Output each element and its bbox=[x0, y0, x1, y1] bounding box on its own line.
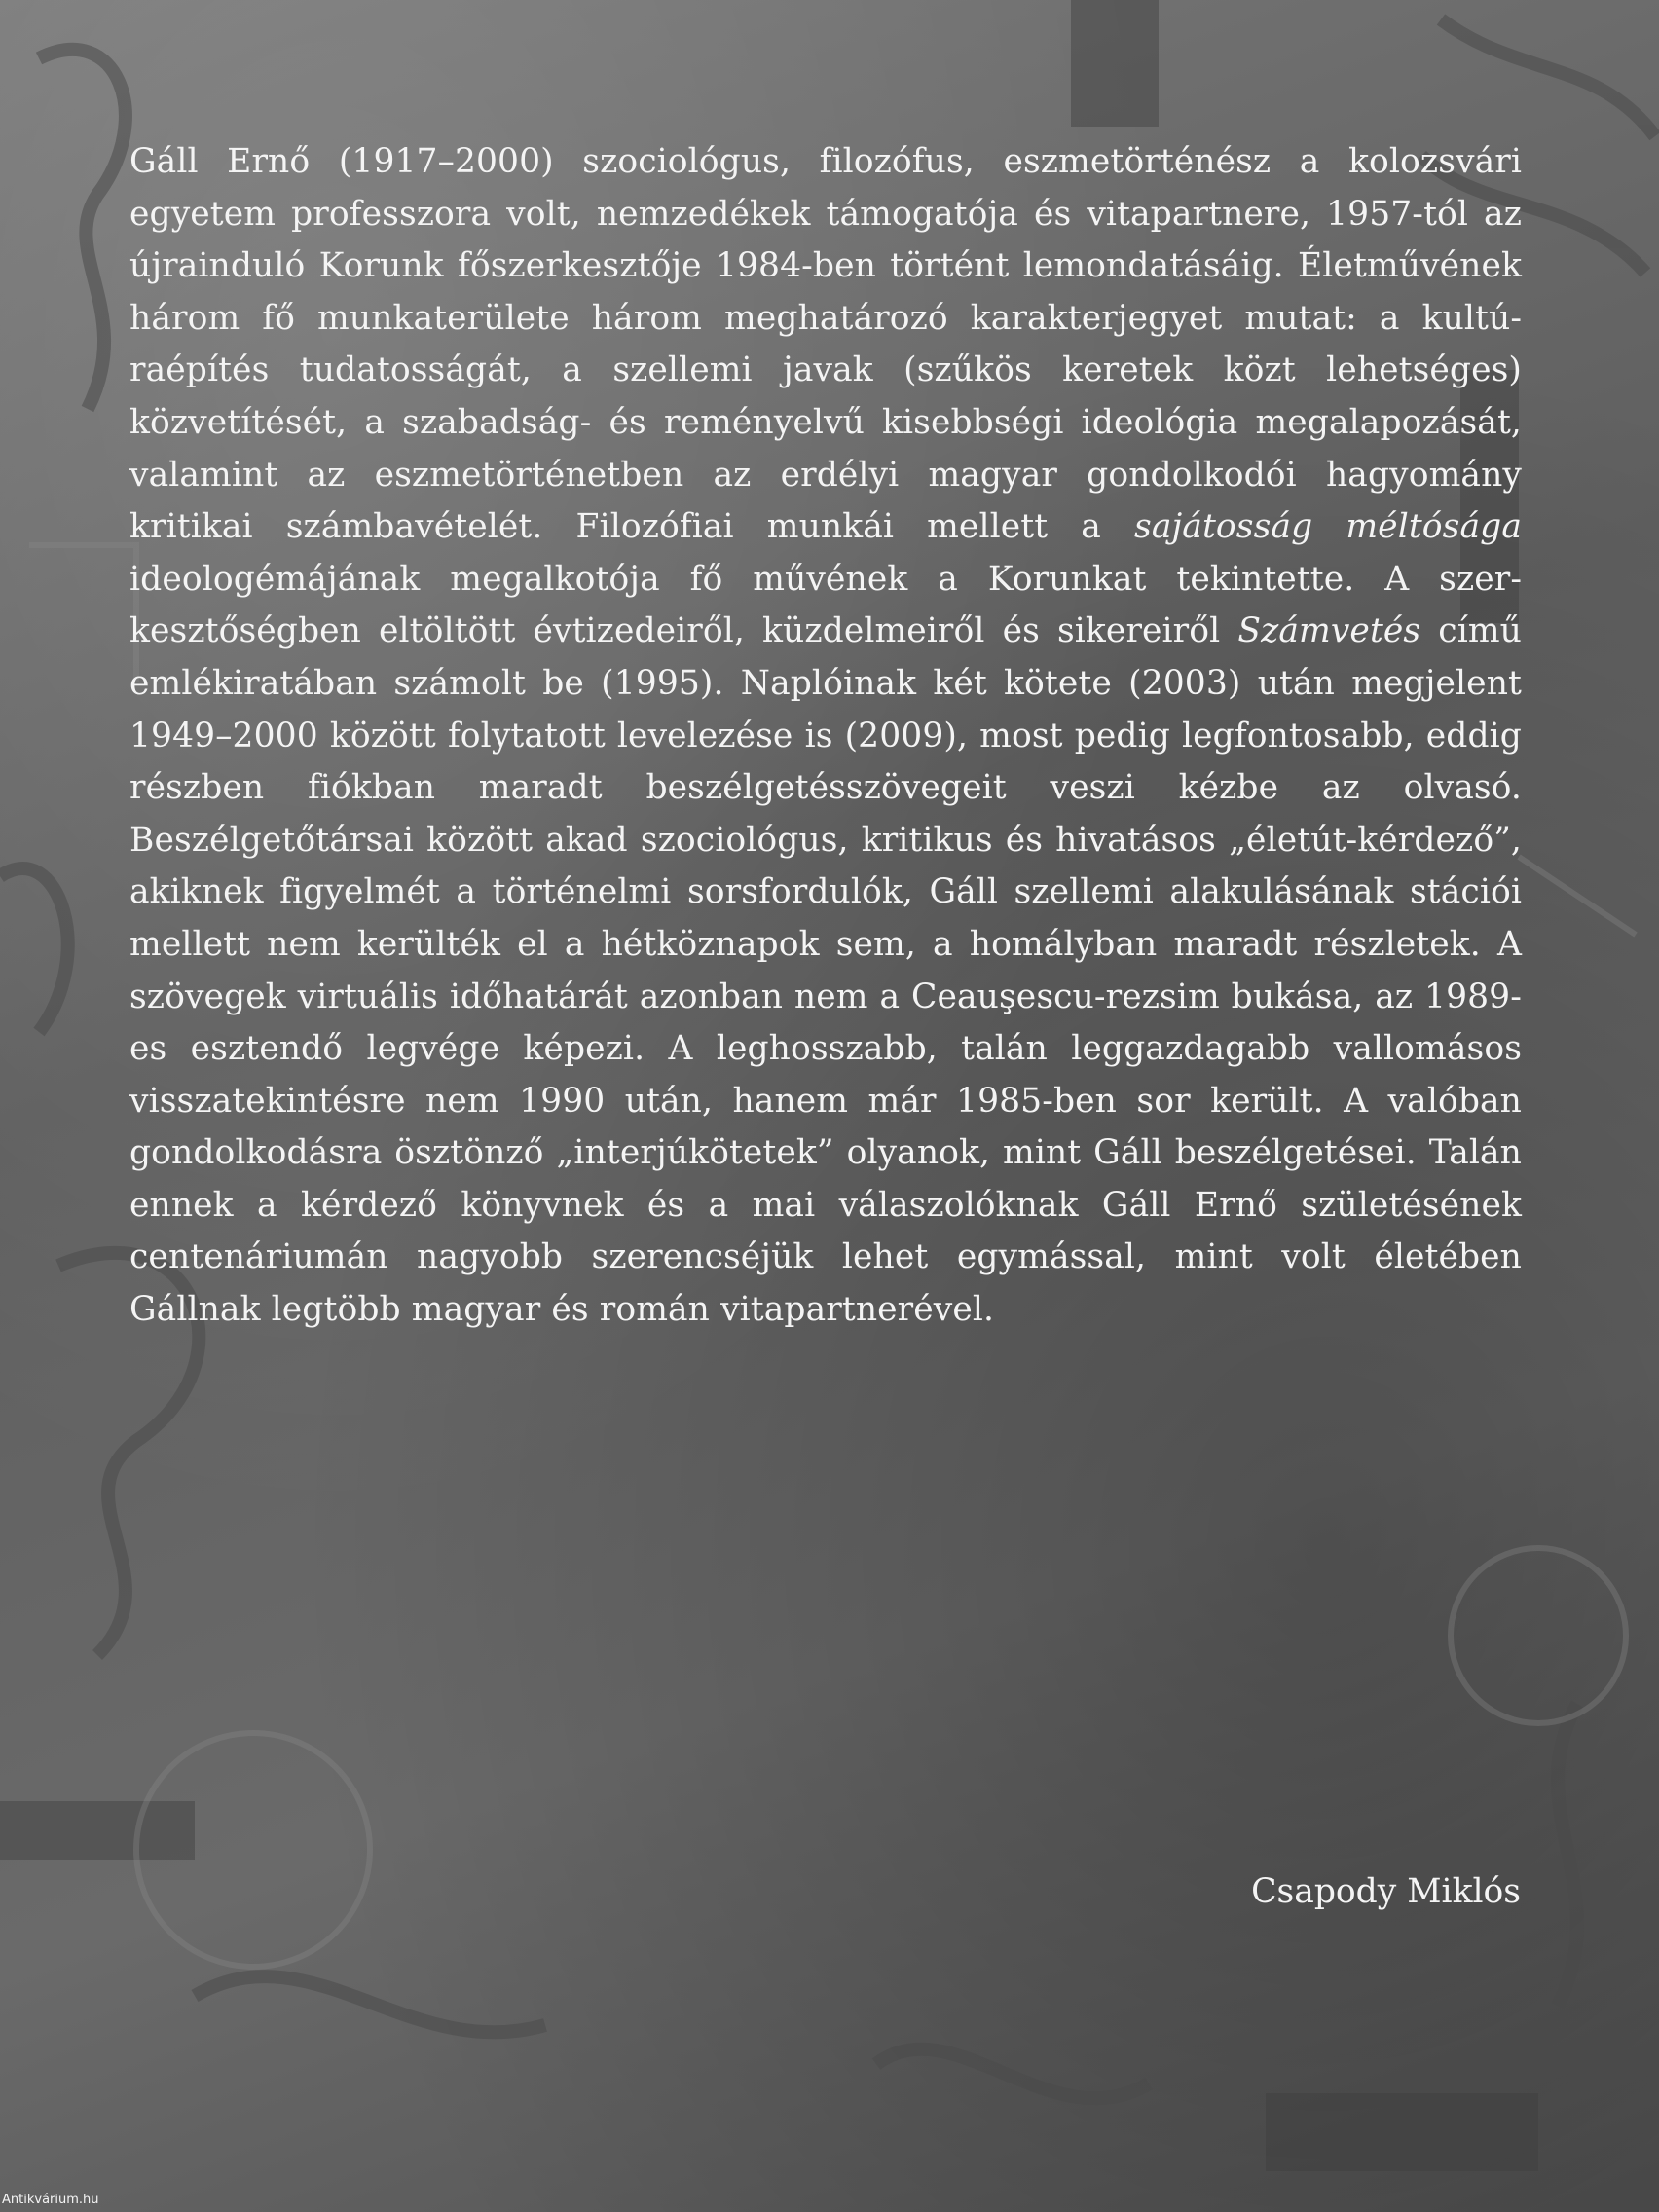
watermark-text: Antikvárium.hu bbox=[2, 2193, 99, 2207]
blurb-text-segment: ideologémájának megalkotója fő művének a Korunkat tekintette. A szerkesztőségben eltöltött évtizedeiről, küzdelmeiről és sikereiről bbox=[129, 559, 1522, 651]
blurb-text bbox=[129, 136, 1522, 1337]
blurb-text-segment: Gáll Ernő (1917–2000) szociológus, filozófus, eszmetörténész a kolozsvári egyetem professzora volt, nemzedékek támogatója és vitapartnere, 1957-tól az újrainduló Korunk főszerkesztője 1984-ben történt lemondatásáig. Életművének három fő munkaterülete három meghatározó karakterjegyet mutat: a kultúraépítés tudatosságát, a szellemi javak (szűkös keretek közt lehetséges) közvetítését, a szabadság- és reményelvű kisebbségi ideológia megalapozását, valamint az eszmetörténetben az erdélyi magyar gondolkodói hagyomány kritikai számbavételét. Filozófiai munkái mellett a bbox=[129, 142, 1522, 547]
author-signature: Csapody Miklós bbox=[1251, 1872, 1521, 1911]
blurb-italic-title: Számvetés bbox=[1237, 611, 1421, 651]
blurb-text-segment: című emlékiratában számolt be (1995). Naplóinak két kötete (2003) után megjelent 1949–2000 között folytatott levelezése is (2009), most pedig legfontosabb, eddig részben fiókban maradt beszélgetésszövegeit veszi kézbe az olvasó. Beszélgetőtársai között akad szociológus, kritikus és hivatásos „életút-kérdező”, akiknek figyelmét a történelmi sorsfordulók, Gáll szellemi alakulásának stációi mellett nem kerülték el a hétköznapok sem, a homályban maradt részletek. A szövegek virtuális időhatárát azonban nem a Ceauşescu-rezsim bukása, az 1989-es esztendő legvége képezi. A leghosszabb, talán leggazdagabb vallomásos visszatekintésre nem 1990 után, hanem már 1985-ben sor került. A valóban gondolkodásra ösztönző „interjúkötetek” olyanok, mint Gáll beszélgetései. Talán ennek a kérdező könyvnek és a mai válaszolóknak Gáll Ernő születésének centenáriumán nagyobb szerencséjük lehet egymással, mint volt életében Gállnak legtöbb magyar és román vitapartnerével. bbox=[129, 611, 1522, 1330]
blurb-italic-title: sajátosság méltósága bbox=[1134, 507, 1522, 547]
